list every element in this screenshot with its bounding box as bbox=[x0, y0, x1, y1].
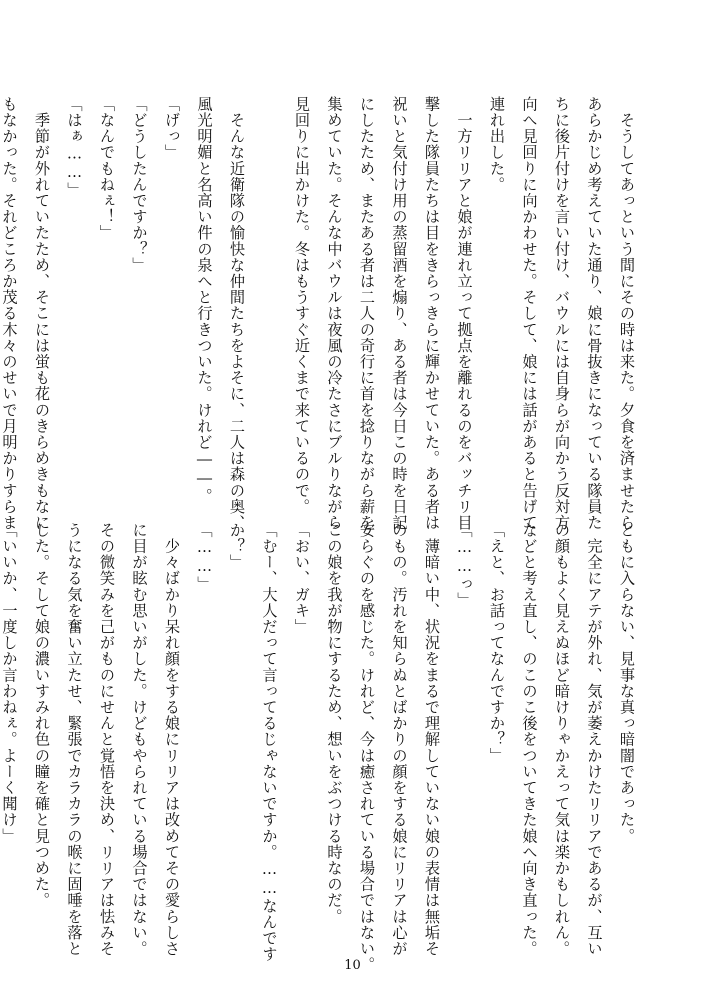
text-line: 少々ばかり呆れ顔をする娘にリリアは改めてその愛らしさ bbox=[163, 522, 181, 957]
text-line: 薄暗い中、状況をまるで理解していない娘の表情は無垢そ bbox=[423, 522, 441, 957]
text-line: 「えと、お話ってなんですか？」 bbox=[488, 522, 506, 764]
text-line: 「どうしたんですか？」 bbox=[130, 96, 149, 274]
text-line: うになる気を奮い立たせ、緊張でカラカラの喉に固唾を落と bbox=[65, 522, 84, 957]
text-line: 「げっ」 bbox=[163, 96, 181, 161]
text-line: した。そして娘の濃いすみれ色の瞳を確と見つめた。 bbox=[33, 522, 51, 909]
text-line: もなかった。それどころか茂る木々のせいで月明かりすらま bbox=[0, 96, 19, 531]
text-line: 「いいか、一度しか言わねぇ。よーく聞け」 bbox=[0, 522, 19, 844]
text-line: 撃した隊員たちは目をきらっきらに輝かせていた。ある者は bbox=[423, 96, 441, 531]
text-line: 「……っ」 bbox=[455, 522, 474, 609]
text-line: 「おい、ガキ」 bbox=[293, 522, 311, 635]
text-line: 「なんでもねぇ！」 bbox=[98, 96, 116, 241]
page-number: 10 bbox=[344, 958, 361, 973]
text-line: 「むー、大人だって言ってるじゃないですか。……なんです bbox=[260, 522, 279, 963]
text-line: あらかじめ考えていた通り、娘に骨抜きになっている隊員た bbox=[585, 96, 604, 531]
text-line: ともに入らない、見事な真っ暗闇であった。 bbox=[618, 522, 636, 844]
text-line: そんな近衛隊の愉快な仲間たちをよそに、二人は森の奥、 bbox=[228, 96, 246, 531]
text-line: 完全にアテが外れ、気が萎えかけたリリアであるが、互い bbox=[585, 522, 604, 957]
text-line: 季節が外れていたため、そこには蛍も花のきらめきもなに bbox=[33, 96, 51, 531]
text-line: ちに後片付けを言い付け、バウルには自身らが向かう反対方 bbox=[553, 96, 571, 531]
text-line: その微笑みを己がものにせんと覚悟を決め、リリアは怯みそ bbox=[98, 522, 116, 957]
text-line: 見回りに出かけた。冬はもうすぐ近くまで来ているので。 bbox=[293, 96, 311, 515]
text-line: 祝いと気付け用の蒸留酒を煽り、ある者は今日この時を日記 bbox=[390, 96, 409, 531]
text-line: 「はぁ……」 bbox=[65, 96, 84, 199]
upper-text-block bbox=[0, 96, 643, 531]
text-line: の顔もよく見えぬほど暗けりゃかえって気は楽かもしれん。 bbox=[553, 522, 571, 957]
text-line: 連れ出した。 bbox=[488, 96, 506, 193]
text-line: 安らぐのを感じた。けれど、今は癒されている場合ではない。 bbox=[358, 522, 376, 973]
text-line: のもの。汚れを知らぬとばかりの顔をする娘にリリアは心が bbox=[390, 522, 409, 957]
text-line: この娘を我が物にするため、想いをぶつける時なのだ。 bbox=[325, 522, 344, 925]
text-line: 向へ見回りに向かわせた。そして、娘には話があると告げて bbox=[520, 96, 539, 531]
text-line: 風光明媚と名高い件の泉へと行きついた。けれど――。 bbox=[195, 96, 214, 505]
text-line: 「……」 bbox=[195, 522, 214, 592]
text-line: に目が眩む思いがした。けどもやられている場合ではない。 bbox=[130, 522, 149, 957]
text-line: そうしてあっという間にその時は来た。夕食を済ませたら bbox=[618, 96, 636, 531]
text-line bbox=[253, 96, 286, 496]
text-line: 一方リリアと娘が連れ立って拠点を離れるのをバッチリ目 bbox=[455, 96, 474, 531]
text-line: などと考え直し、のこのこ後をついてきた娘へ向き直った。 bbox=[520, 522, 539, 957]
text-line: 集めていた。そんな中バウルは夜風の冷たさにブルりながら bbox=[325, 96, 344, 531]
text-line: か？」 bbox=[228, 522, 246, 571]
text-line: にしたため、またある者は二人の奇行に首を捻りながら薪を bbox=[358, 96, 376, 531]
